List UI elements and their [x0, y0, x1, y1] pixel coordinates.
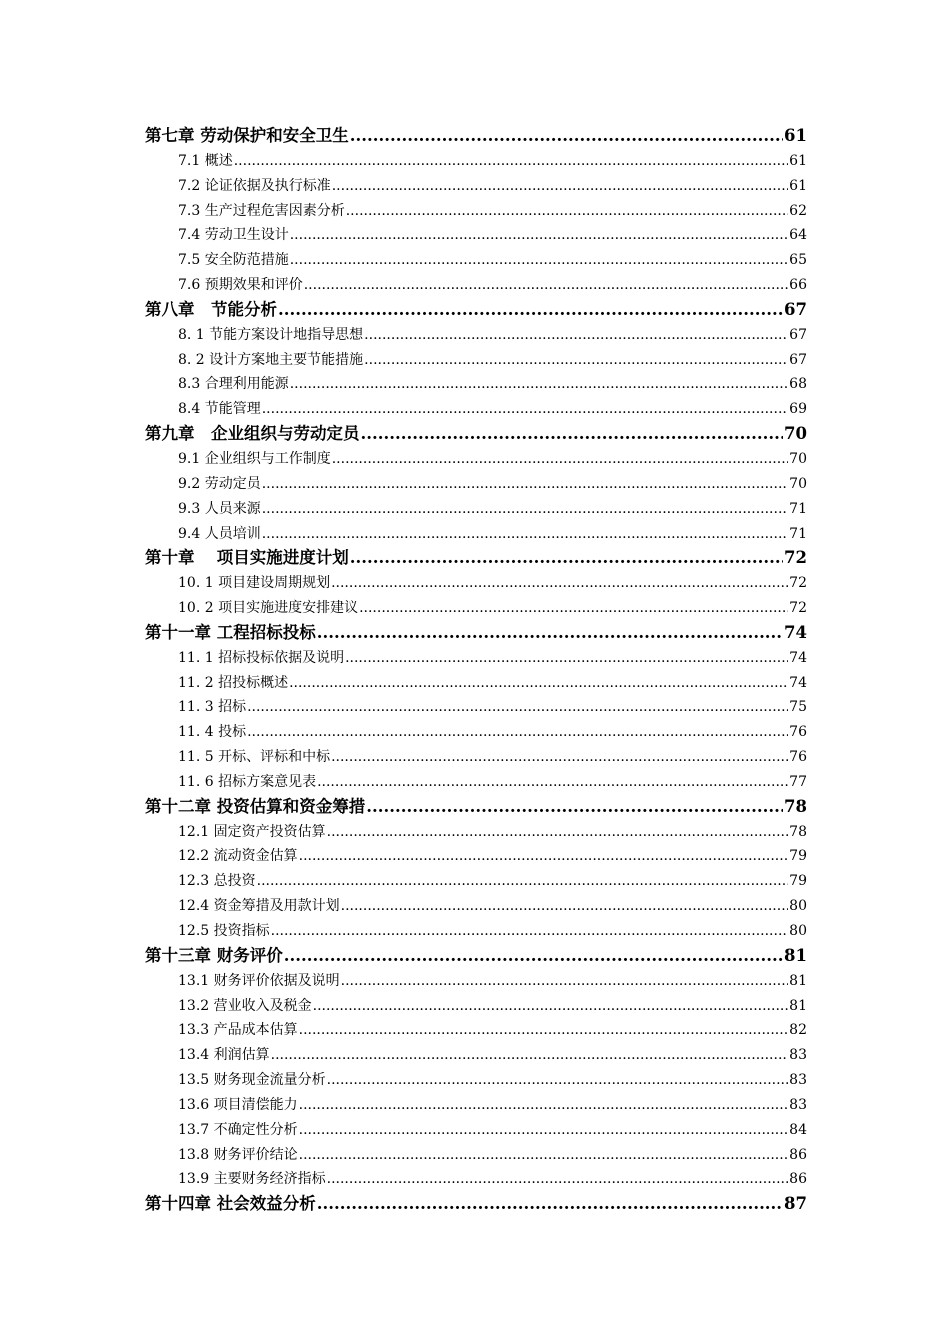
toc-chapter-entry[interactable] [145, 422, 807, 447]
toc-entry-title: 13.6 项目清偿能力 [178, 1096, 298, 1113]
toc-section-entry[interactable] [145, 720, 807, 745]
toc-leader-dots [299, 844, 789, 869]
toc-entry-page: 79 [789, 873, 807, 890]
toc-section-entry[interactable] [145, 199, 807, 224]
toc-leader-dots [290, 372, 788, 397]
toc-section-entry[interactable] [145, 919, 807, 944]
toc-entry-title: 13.1 财务评价依据及说明 [178, 972, 340, 989]
toc-leader-dots [341, 969, 789, 994]
toc-leader-dots [262, 522, 788, 547]
toc-section-entry[interactable] [145, 447, 807, 472]
toc-entry-page: 65 [789, 252, 807, 269]
toc-leader-dots [350, 124, 783, 149]
toc-entry-title: 7.3 生产过程危害因素分析 [178, 202, 345, 219]
toc-entry-title: 7.5 安全防范措施 [178, 252, 289, 269]
toc-entry-title: 第十一章 工程招标投标 [145, 622, 316, 642]
toc-leader-dots [345, 646, 788, 671]
toc-entry-page: 83 [789, 1072, 807, 1089]
toc-entry-page: 74 [789, 674, 807, 691]
toc-entry-title: 12.4 资金筹措及用款计划 [178, 898, 340, 915]
toc-leader-dots [364, 348, 788, 373]
toc-section-entry[interactable] [145, 1018, 807, 1043]
toc-section-entry[interactable] [145, 994, 807, 1019]
toc-section-entry[interactable] [145, 969, 807, 994]
toc-section-entry[interactable] [145, 671, 807, 696]
toc-section-entry[interactable] [145, 497, 807, 522]
toc-entry-title: 13.7 不确定性分析 [178, 1121, 298, 1138]
toc-section-entry[interactable] [145, 695, 807, 720]
toc-entry-page: 70 [789, 475, 807, 492]
toc-entry-title: 13.2 营业收入及税金 [178, 997, 312, 1014]
toc-section-entry[interactable] [145, 894, 807, 919]
toc-entry-title: 11. 3 招标 [178, 699, 247, 716]
toc-section-entry[interactable] [145, 372, 807, 397]
toc-chapter-entry[interactable] [145, 795, 807, 820]
toc-chapter-entry[interactable] [145, 546, 807, 571]
toc-section-entry[interactable] [145, 596, 807, 621]
toc-leader-dots [289, 671, 788, 696]
toc-leader-dots [317, 1192, 783, 1217]
toc-entry-page: 71 [789, 500, 807, 517]
toc-leader-dots [247, 695, 788, 720]
toc-entry-page: 83 [789, 1096, 807, 1113]
toc-entry-page: 67 [789, 351, 807, 368]
toc-entry-title: 8. 2 设计方案地主要节能措施 [178, 351, 364, 368]
toc-leader-dots [299, 1143, 789, 1168]
toc-leader-dots [299, 1118, 789, 1143]
toc-entry-page: 78 [789, 823, 807, 840]
toc-entry-title: 11. 2 招投标概述 [178, 674, 289, 691]
toc-section-entry[interactable] [145, 1093, 807, 1118]
toc-section-entry[interactable] [145, 273, 807, 298]
toc-leader-dots [290, 248, 788, 273]
toc-entry-page: 76 [789, 724, 807, 741]
toc-leader-dots [331, 571, 788, 596]
toc-leader-dots [271, 1043, 789, 1068]
toc-entry-page: 76 [789, 749, 807, 766]
toc-leader-dots [346, 199, 788, 224]
toc-entry-title: 7.6 预期效果和评价 [178, 277, 303, 294]
toc-leader-dots [262, 497, 788, 522]
toc-section-entry[interactable] [145, 397, 807, 422]
toc-entry-title: 7.4 劳动卫生设计 [178, 227, 289, 244]
toc-entry-page: 87 [784, 1194, 807, 1214]
toc-section-entry[interactable] [145, 1043, 807, 1068]
toc-entry-title: 9.3 人员来源 [178, 500, 261, 517]
toc-entry-title: 8.3 合理利用能源 [178, 376, 289, 393]
toc-chapter-entry[interactable] [145, 1192, 807, 1217]
toc-leader-dots [234, 149, 788, 174]
table-of-contents [145, 124, 807, 1217]
toc-entry-title: 10. 2 项目实施进度安排建议 [178, 600, 359, 617]
toc-entry-title: 7.2 论证依据及执行标准 [178, 177, 331, 194]
toc-entry-title: 13.4 利润估算 [178, 1047, 270, 1064]
toc-chapter-entry[interactable] [145, 621, 807, 646]
toc-entry-title: 11. 4 投标 [178, 724, 247, 741]
toc-section-entry[interactable] [145, 1143, 807, 1168]
toc-section-entry[interactable] [145, 571, 807, 596]
toc-entry-title: 12.2 流动资金估算 [178, 848, 298, 865]
toc-leader-dots [257, 869, 789, 894]
toc-section-entry[interactable] [145, 149, 807, 174]
toc-leader-dots [284, 944, 783, 969]
toc-leader-dots [247, 720, 788, 745]
toc-section-entry[interactable] [145, 174, 807, 199]
toc-entry-page: 82 [789, 1022, 807, 1039]
toc-chapter-entry[interactable] [145, 944, 807, 969]
toc-entry-page: 61 [789, 177, 807, 194]
toc-section-entry[interactable] [145, 348, 807, 373]
toc-entry-page: 61 [784, 126, 807, 145]
toc-entry-page: 79 [789, 848, 807, 865]
toc-leader-dots [271, 919, 789, 944]
toc-section-entry[interactable] [145, 646, 807, 671]
toc-leader-dots [366, 795, 783, 820]
toc-entry-page: 70 [784, 424, 807, 444]
toc-entry-title: 9.2 劳动定员 [178, 475, 261, 492]
toc-leader-dots [313, 994, 789, 1019]
toc-section-entry[interactable] [145, 472, 807, 497]
toc-leader-dots [361, 422, 784, 447]
toc-entry-page: 75 [789, 699, 807, 716]
toc-entry-title: 7.1 概述 [178, 152, 233, 169]
toc-leader-dots [299, 1018, 789, 1043]
toc-leader-dots [364, 323, 788, 348]
toc-entry-title: 12.1 固定资产投资估算 [178, 823, 326, 840]
toc-entry-title: 12.5 投资指标 [178, 923, 270, 939]
toc-entry-title: 第七章 劳动保护和安全卫生 [145, 126, 349, 145]
toc-entry-title: 13.3 产品成本估算 [178, 1022, 298, 1039]
toc-leader-dots [317, 621, 783, 646]
toc-entry-title: 第八章 节能分析 [145, 299, 277, 319]
toc-leader-dots [262, 397, 788, 422]
toc-section-entry[interactable] [145, 1167, 807, 1192]
toc-entry-title: 9.4 人员培训 [178, 525, 261, 542]
toc-leader-dots [359, 596, 788, 621]
toc-leader-dots [304, 273, 788, 298]
toc-entry-page: 80 [789, 923, 807, 939]
toc-leader-dots [327, 820, 789, 845]
toc-entry-title: 第十三章 财务评价 [145, 945, 283, 965]
toc-leader-dots [327, 1167, 789, 1192]
toc-leader-dots [290, 223, 788, 248]
toc-entry-page: 81 [789, 997, 807, 1014]
toc-section-entry[interactable] [145, 323, 807, 348]
toc-entry-page: 67 [789, 326, 807, 343]
toc-entry-page: 64 [789, 227, 807, 244]
toc-leader-dots [350, 546, 783, 571]
toc-entry-page: 67 [784, 299, 807, 319]
toc-entry-title: 第十章 项目实施进度计划 [145, 548, 349, 568]
toc-leader-dots [278, 298, 783, 323]
toc-entry-title: 第十四章 社会效益分析 [145, 1194, 316, 1214]
toc-leader-dots [341, 894, 789, 919]
toc-entry-page: 69 [789, 401, 807, 418]
toc-entry-page: 68 [789, 376, 807, 393]
toc-entry-page: 86 [789, 1171, 807, 1188]
toc-entry-page: 81 [784, 945, 807, 965]
toc-entry-page: 74 [789, 649, 807, 666]
toc-chapter-entry[interactable] [145, 298, 807, 323]
toc-entry-page: 66 [789, 277, 807, 294]
toc-section-entry[interactable] [145, 869, 807, 894]
toc-entry-title: 13.8 财务评价结论 [178, 1146, 298, 1163]
toc-entry-title: 10. 1 项目建设周期规划 [178, 575, 331, 592]
toc-entry-page: 72 [789, 575, 807, 592]
toc-section-entry[interactable] [145, 522, 807, 547]
toc-entry-page: 61 [789, 152, 807, 169]
toc-leader-dots [332, 447, 788, 472]
toc-section-entry[interactable] [145, 1118, 807, 1143]
toc-entry-title: 11. 1 招标投标依据及说明 [178, 649, 345, 666]
toc-entry-page: 62 [789, 202, 807, 219]
toc-leader-dots [299, 1093, 789, 1118]
toc-entry-page: 86 [789, 1146, 807, 1163]
toc-entry-page: 71 [789, 525, 807, 542]
toc-entry-page: 74 [784, 622, 807, 642]
toc-entry-page: 84 [789, 1121, 807, 1138]
toc-section-entry[interactable] [145, 745, 807, 770]
toc-entry-page: 72 [784, 548, 807, 568]
toc-chapter-entry[interactable] [145, 124, 807, 149]
toc-entry-page: 70 [789, 450, 807, 467]
toc-entry-title: 13.9 主要财务经济指标 [178, 1171, 326, 1188]
toc-entry-title: 8.4 节能管理 [178, 401, 261, 418]
toc-entry-title: 11. 6 招标方案意见表 [178, 773, 317, 790]
toc-entry-title: 11. 5 开标、评标和中标 [178, 749, 331, 766]
toc-section-entry[interactable] [145, 248, 807, 273]
toc-entry-title: 第十二章 投资估算和资金筹措 [145, 796, 366, 816]
toc-section-entry[interactable] [145, 223, 807, 248]
toc-entry-page: 72 [789, 600, 807, 617]
toc-entry-title: 9.1 企业组织与工作制度 [178, 450, 331, 467]
toc-entry-page: 80 [789, 898, 807, 915]
toc-entry-page: 81 [789, 972, 807, 989]
toc-leader-dots [331, 745, 788, 770]
toc-entry-title: 8. 1 节能方案设计地指导思想 [178, 326, 364, 343]
toc-section-entry[interactable] [145, 820, 807, 845]
toc-leader-dots [317, 770, 788, 795]
toc-section-entry[interactable] [145, 770, 807, 795]
toc-entry-page: 78 [784, 796, 807, 816]
toc-leader-dots [327, 1068, 789, 1093]
toc-entry-title: 13.5 财务现金流量分析 [178, 1072, 326, 1089]
toc-leader-dots [332, 174, 788, 199]
toc-entry-title: 12.3 总投资 [178, 873, 256, 890]
toc-section-entry[interactable] [145, 1068, 807, 1093]
toc-section-entry[interactable] [145, 844, 807, 869]
toc-entry-page: 77 [789, 773, 807, 790]
toc-entry-title: 第九章 企业组织与劳动定员 [145, 424, 360, 444]
toc-leader-dots [262, 472, 788, 497]
toc-entry-page: 83 [789, 1047, 807, 1064]
